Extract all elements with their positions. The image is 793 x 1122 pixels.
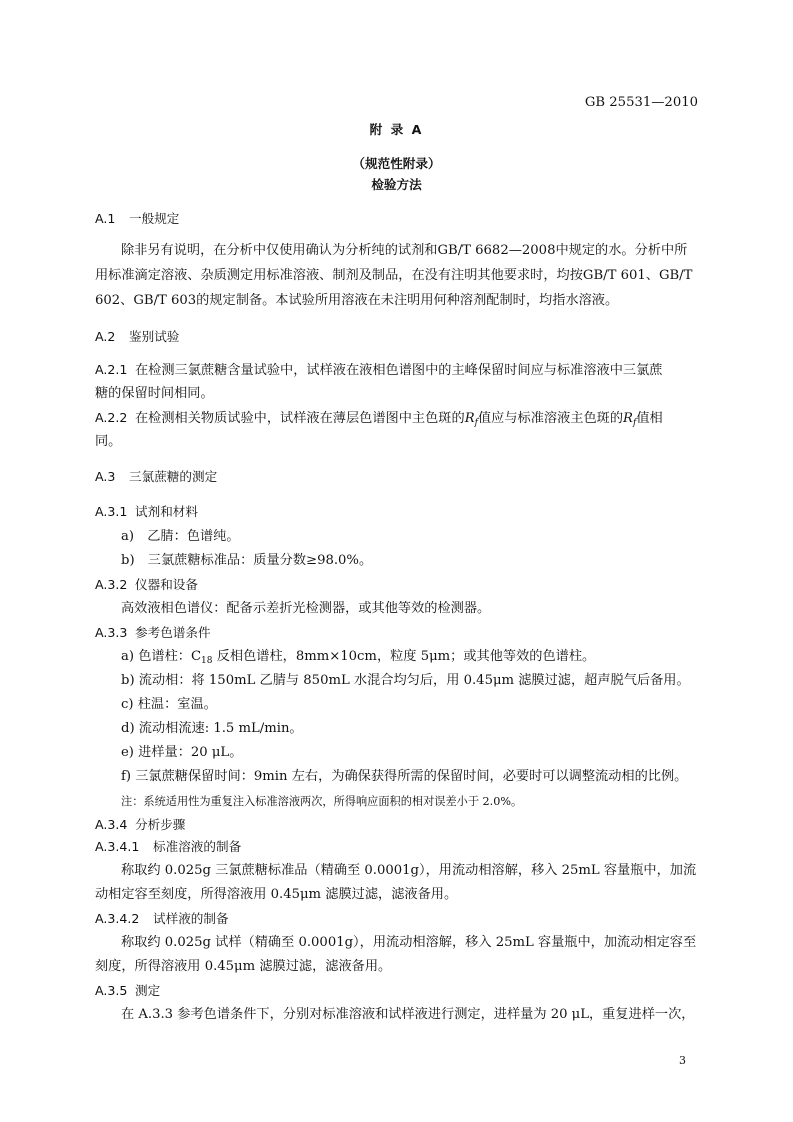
section-number: A.3 xyxy=(95,469,116,484)
a342-heading xyxy=(95,910,229,928)
clause-number: A.2.2 xyxy=(95,410,128,425)
clause-number: A.3.4.1 xyxy=(95,839,140,854)
a35-line-1: 在 A.3.3 参考色谱条件下，分别对标准溶液和试样液进行测定，进样量为 20 μL，重复进样一次， xyxy=(121,1007,695,1022)
rf-symbol: R xyxy=(623,411,633,426)
clause-text-b: 值应与标准溶液主色斑的 xyxy=(477,411,624,426)
clause-title: 试样液的制备 xyxy=(153,911,229,926)
a32-heading xyxy=(95,576,198,594)
a31-heading xyxy=(95,503,198,521)
clause-text-a: 在检测相关物质试验中，试样液在薄层色谱图中主色斑的 xyxy=(135,411,465,426)
a32-text: 高效液相色谱仪：配备示差折光检测器，或其他等效的检测器。 xyxy=(121,601,491,616)
a33-item-a xyxy=(121,648,595,670)
a31-item-a: a) 乙腈：色谱纯。 xyxy=(121,529,240,544)
appendix-title: 附 录 A xyxy=(369,122,424,137)
clause-text: 在检测三氯蔗糖含量试验中，试样液在液相色谱图中的主峰保留时间应与标准溶液中三氯蔗 xyxy=(135,363,663,378)
a22-line-1 xyxy=(95,409,663,432)
section-title: 一般规定 xyxy=(129,211,180,226)
clause-title: 参考色谱条件 xyxy=(135,625,211,640)
a33-item-b: b) 流动相：将 150mL 乙腈与 850mL 水混合均匀后，用 0.45μm 滤膜过滤，超声脱气后备用。 xyxy=(121,673,690,688)
standard-code: GB 25531—2010 xyxy=(584,95,698,110)
a341-heading xyxy=(95,838,241,856)
clause-title: 仪器和设备 xyxy=(135,577,198,592)
rf-subscript: f xyxy=(632,418,637,428)
clause-number: A.3.3 xyxy=(95,625,128,640)
a342-line-2: 刻度，所得溶液用 0.45μm 滤膜过滤，滤液备用。 xyxy=(95,959,392,974)
appendix-name: 检验方法 xyxy=(371,177,422,192)
section-number: A.1 xyxy=(95,211,116,226)
clause-number: A.3.1 xyxy=(95,504,128,519)
a33-item-d: d) 流动相流速: 1.5 mL/min。 xyxy=(121,721,303,736)
rf-subscript: f xyxy=(474,418,478,428)
clause-title: 分析步骤 xyxy=(135,817,186,832)
a31-item-b: b) 三氯蔗糖标准品：质量分数≥98.0%。 xyxy=(121,553,373,568)
clause-number: A.3.2 xyxy=(95,577,128,592)
a21-line-1 xyxy=(95,361,663,380)
a21-line-2: 糖的保留时间相同。 xyxy=(95,386,214,401)
a341-line-2: 动相定容至刻度，所得溶液用 0.45μm 滤膜过滤，滤液备用。 xyxy=(95,887,458,902)
a342-line-1: 称取约 0.025g 试样（精确至 0.0001g），用流动相溶解，移入 25mL 容量瓶中，加流动相定容至 xyxy=(121,935,697,950)
item-text-post: 反相色谱柱，8mm×10cm，粒度 5μm；或其他等效的色谱柱。 xyxy=(212,649,596,664)
appendix-nature: （规范性附录） xyxy=(352,156,441,171)
section-title: 三氯蔗糖的测定 xyxy=(129,469,218,484)
section-a1-heading xyxy=(95,210,179,228)
a33-heading xyxy=(95,624,211,642)
clause-title: 测定 xyxy=(135,983,161,998)
a33-item-e: e) 进样量：20 μL。 xyxy=(121,745,243,760)
a1-paragraph-line-1: 除非另有说明，在分析中仅使用确认为分析纯的试剂和GB/T 6682—2008中规定的水。分析中所 xyxy=(121,243,688,258)
a22-line-2: 同。 xyxy=(95,434,122,449)
section-a2-heading xyxy=(95,328,179,346)
clause-title: 试剂和材料 xyxy=(135,504,198,519)
page-number: 3 xyxy=(679,1054,686,1067)
clause-title: 标准溶液的制备 xyxy=(153,839,242,854)
clause-number: A.3.5 xyxy=(95,983,128,998)
clause-number: A.3.4.2 xyxy=(95,911,140,926)
section-number: A.2 xyxy=(95,329,116,344)
a33-item-f: f) 三氯蔗糖保留时间：9min 左右，为确保获得所需的保留时间，必要时可以调整流动相的比例。 xyxy=(121,769,688,784)
a33-note: 注：系统适用性为重复注入标准溶液两次，所得响应面积的相对误差小于 2.0%。 xyxy=(121,795,523,808)
a35-heading xyxy=(95,982,160,1000)
c18-subscript: 18 xyxy=(201,656,213,666)
a33-item-c: c) 柱温：室温。 xyxy=(121,697,217,712)
rf-symbol: R xyxy=(464,411,475,426)
clause-number: A.2.1 xyxy=(95,362,128,377)
a1-paragraph-line-2: 用标准滴定溶液、杂质测定用标准溶液、制剂及制品，在没有注明其他要求时，均按GB/T 601、GB/T xyxy=(95,268,693,283)
a341-line-1: 称取约 0.025g 三氯蔗糖标准品（精确至 0.0001g），用流动相溶解，移入 25mL 容量瓶中，加流 xyxy=(121,863,697,878)
section-title: 鉴别试验 xyxy=(129,329,180,344)
clause-text-c: 值相 xyxy=(636,411,663,426)
a34-heading xyxy=(95,816,185,834)
a1-paragraph-line-3: 602、GB/T 603的规定制备。本试验所用溶液在未注明用何种溶剂配制时，均指水溶液。 xyxy=(95,293,619,308)
section-a3-heading xyxy=(95,468,217,486)
item-text-pre: a) 色谱柱：C xyxy=(121,649,202,664)
clause-number: A.3.4 xyxy=(95,817,128,832)
